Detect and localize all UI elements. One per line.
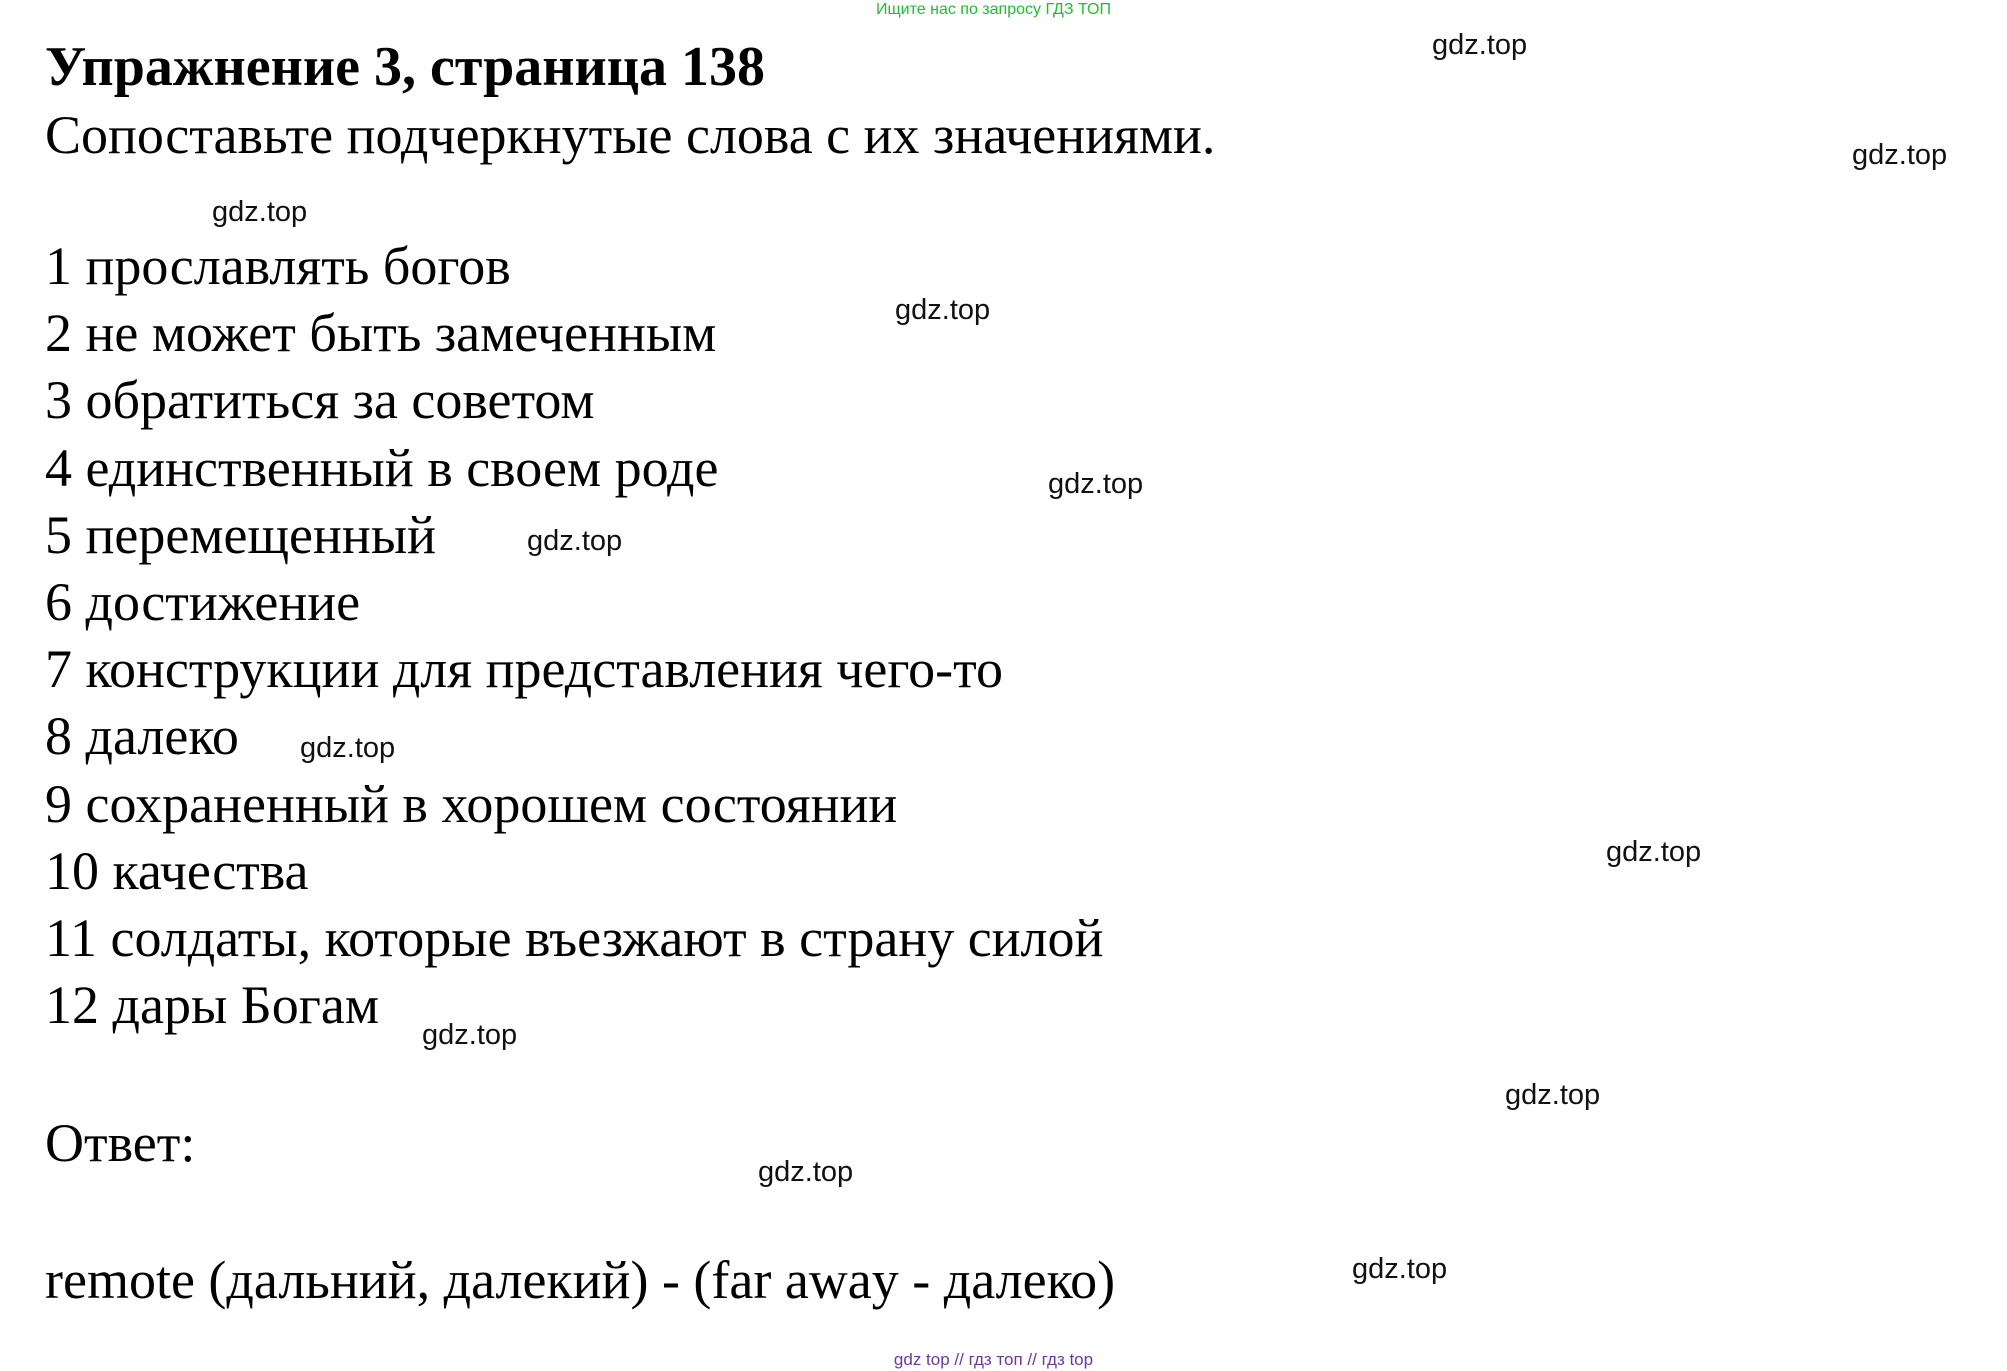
list-item: 9 сохраненный в хорошем состоянии	[45, 773, 898, 834]
answer-label: Ответ:	[45, 1113, 196, 1173]
list-item: 7 конструкции для представления чего-то	[45, 639, 1004, 700]
list-item: 6 достижение	[45, 571, 361, 632]
watermark: gdz.top	[895, 294, 991, 326]
answer-text: remote (дальний, далекий) - (far away - далеко)	[45, 1250, 1116, 1310]
list-item: 12 дары Богам	[45, 975, 380, 1036]
exercise-instruction: Сопоставьте подчеркнутые слова с их значениями.	[45, 105, 1216, 165]
watermark: gdz.top	[212, 196, 308, 228]
top-banner[interactable]: Ищите нас по запросу ГДЗ ТОП	[876, 1, 1111, 18]
list-item: 8 далеко	[45, 706, 239, 767]
footer-links[interactable]: gdz top // гдз топ // гдз top	[893, 1350, 1094, 1369]
watermark: gdz.top	[300, 732, 396, 764]
definitions-list	[45, 233, 1103, 1039]
watermark: gdz.top	[422, 1019, 518, 1051]
watermark: gdz.top	[1432, 29, 1528, 61]
watermark: gdz.top	[527, 525, 623, 557]
watermark: gdz.top	[1505, 1079, 1601, 1111]
list-item: 1 прославлять богов	[45, 236, 511, 296]
list-item: 10 качества	[45, 840, 309, 901]
watermark: gdz.top	[758, 1156, 854, 1188]
list-item: 2 не может быть замеченным	[45, 303, 717, 364]
list-item: 3 обратиться за советом	[45, 370, 595, 431]
watermark: gdz.top	[1352, 1253, 1448, 1285]
watermark: gdz.top	[1606, 836, 1702, 868]
list-item: 11 солдаты, которые въезжают в страну силой	[45, 907, 1104, 968]
watermark: gdz.top	[1852, 139, 1948, 171]
list-item: 5 перемещенный	[45, 504, 436, 565]
list-item: 4 единственный в своем роде	[45, 437, 719, 498]
page-title: Упражнение 3, страница 138	[45, 36, 766, 98]
watermark: gdz.top	[1048, 468, 1144, 500]
